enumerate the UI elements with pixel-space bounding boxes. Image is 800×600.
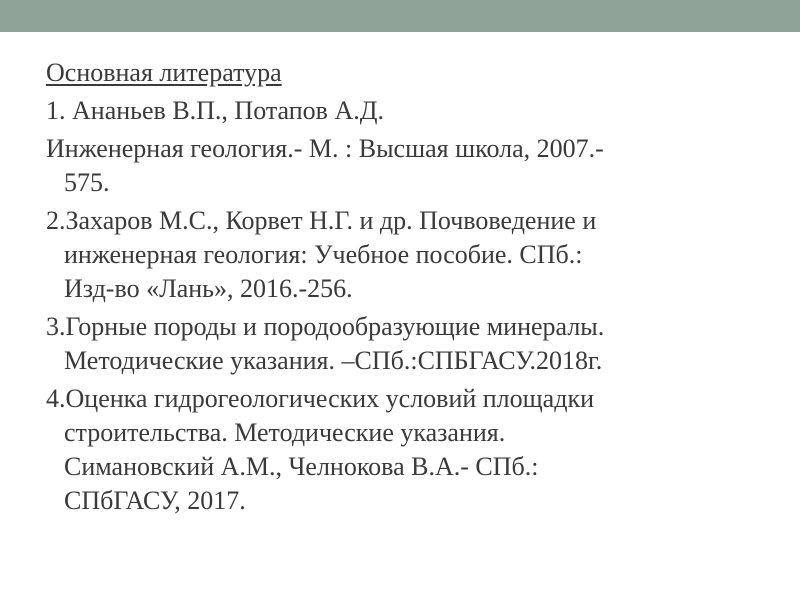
reference-item-3 xyxy=(46,310,766,378)
slide-top-band xyxy=(0,0,800,32)
reference-line: 4.Оценка гидрогеологических условий площадки xyxy=(46,384,594,413)
reference-line: 1. Ананьев В.П., Потапов А.Д. xyxy=(46,96,384,125)
reference-item-2 xyxy=(46,204,766,306)
reference-line: Симановский А.М., Челнокова В.А.- СПб.: xyxy=(64,452,539,481)
reference-line: 575. xyxy=(64,168,110,197)
reference-line: Методические указания. –СПб.:СПБГАСУ.2018г. xyxy=(64,346,603,375)
reference-line: строительства. Методические указания. xyxy=(64,418,506,447)
reference-line: 3.Горные породы и породообразующие минералы. xyxy=(46,312,605,341)
reference-item-1 xyxy=(46,94,766,128)
slide-content xyxy=(46,56,766,522)
reference-item-4 xyxy=(46,382,766,518)
reference-line: СПбГАСУ, 2017. xyxy=(64,486,246,515)
reference-line: инженерная геология: Учебное пособие. СПб.: xyxy=(64,240,583,269)
reference-line: Инженерная геология.- М. : Высшая школа, 2007.- xyxy=(46,134,604,163)
reference-line: 2.Захаров М.С., Корвет Н.Г. и др. Почвоведение и xyxy=(46,206,597,235)
reference-line: Изд-во «Лань», 2016.-256. xyxy=(64,274,353,303)
references-heading: Основная литература xyxy=(46,58,282,87)
reference-item-1-title xyxy=(46,132,766,200)
